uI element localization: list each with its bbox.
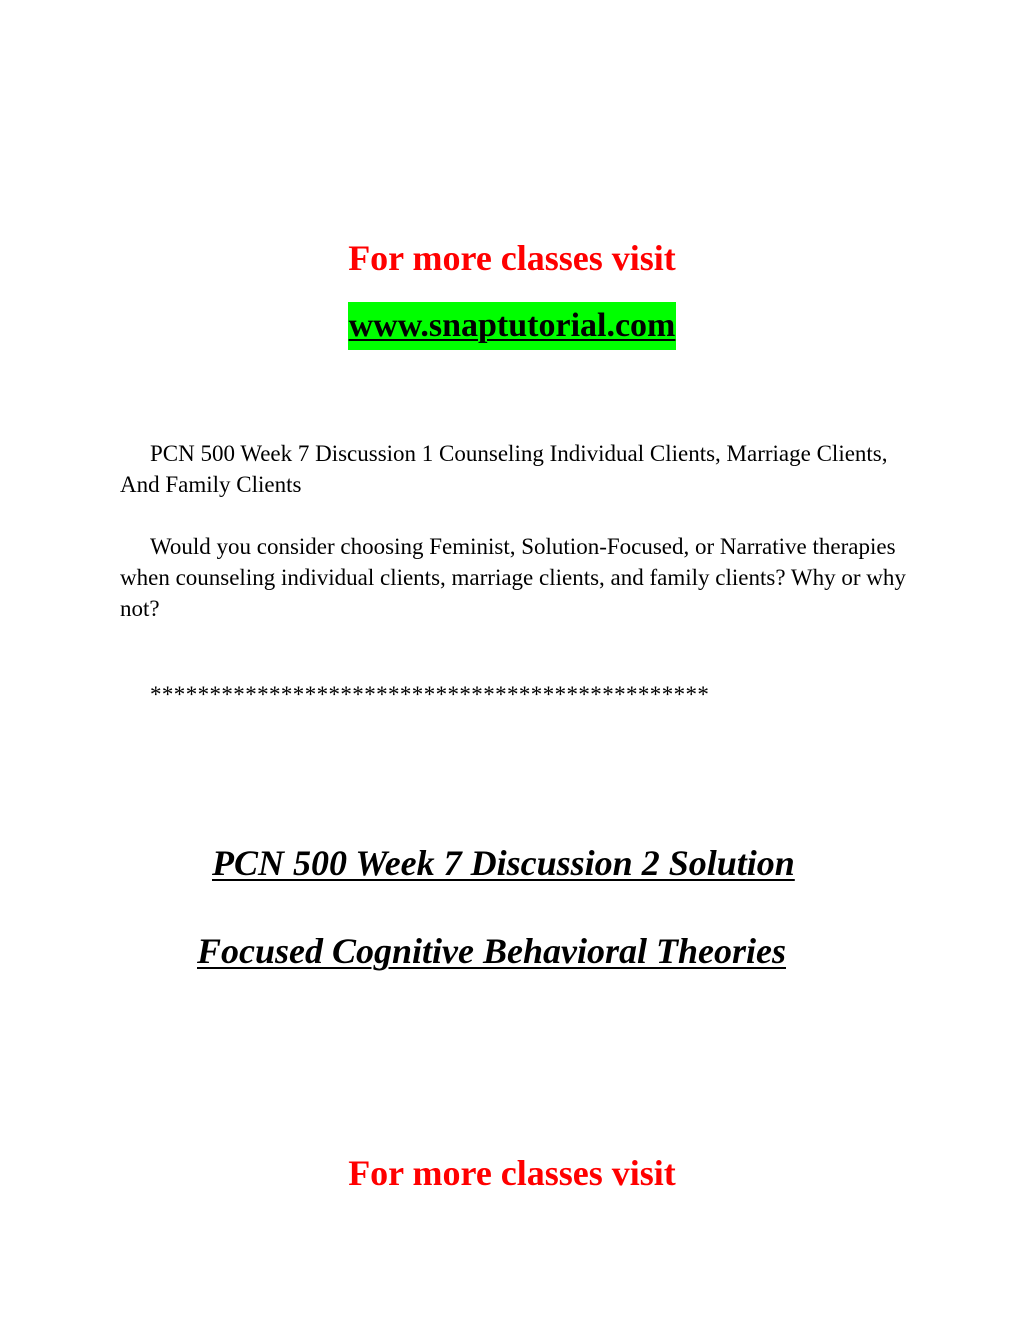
site-link[interactable]: www.snaptutorial.com bbox=[348, 302, 677, 350]
discussion-1-title: PCN 500 Week 7 Discussion 1 Counseling Individual Clients, Marriage Clients, And Family Clients bbox=[120, 441, 888, 497]
promo-text-top-label: For more classes visit bbox=[348, 238, 676, 278]
discussion-2-heading-line-2: Focused Cognitive Behavioral Theories bbox=[197, 931, 786, 971]
promo-text-top bbox=[0, 236, 1024, 280]
site-link-container bbox=[0, 302, 1024, 356]
discussion-1-question: Would you consider choosing Feminist, Solution-Focused, or Narrative therapies when counseling individual clients, marriage clients, and family clients? Why or why not? bbox=[120, 534, 906, 621]
discussion-2-heading-line-1: PCN 500 Week 7 Discussion 2 Solution bbox=[212, 843, 795, 883]
promo-text-bottom-label: For more classes visit bbox=[348, 1153, 676, 1193]
promo-text-bottom bbox=[0, 1151, 1024, 1195]
separator-stars: *********************************************** bbox=[150, 682, 710, 707]
